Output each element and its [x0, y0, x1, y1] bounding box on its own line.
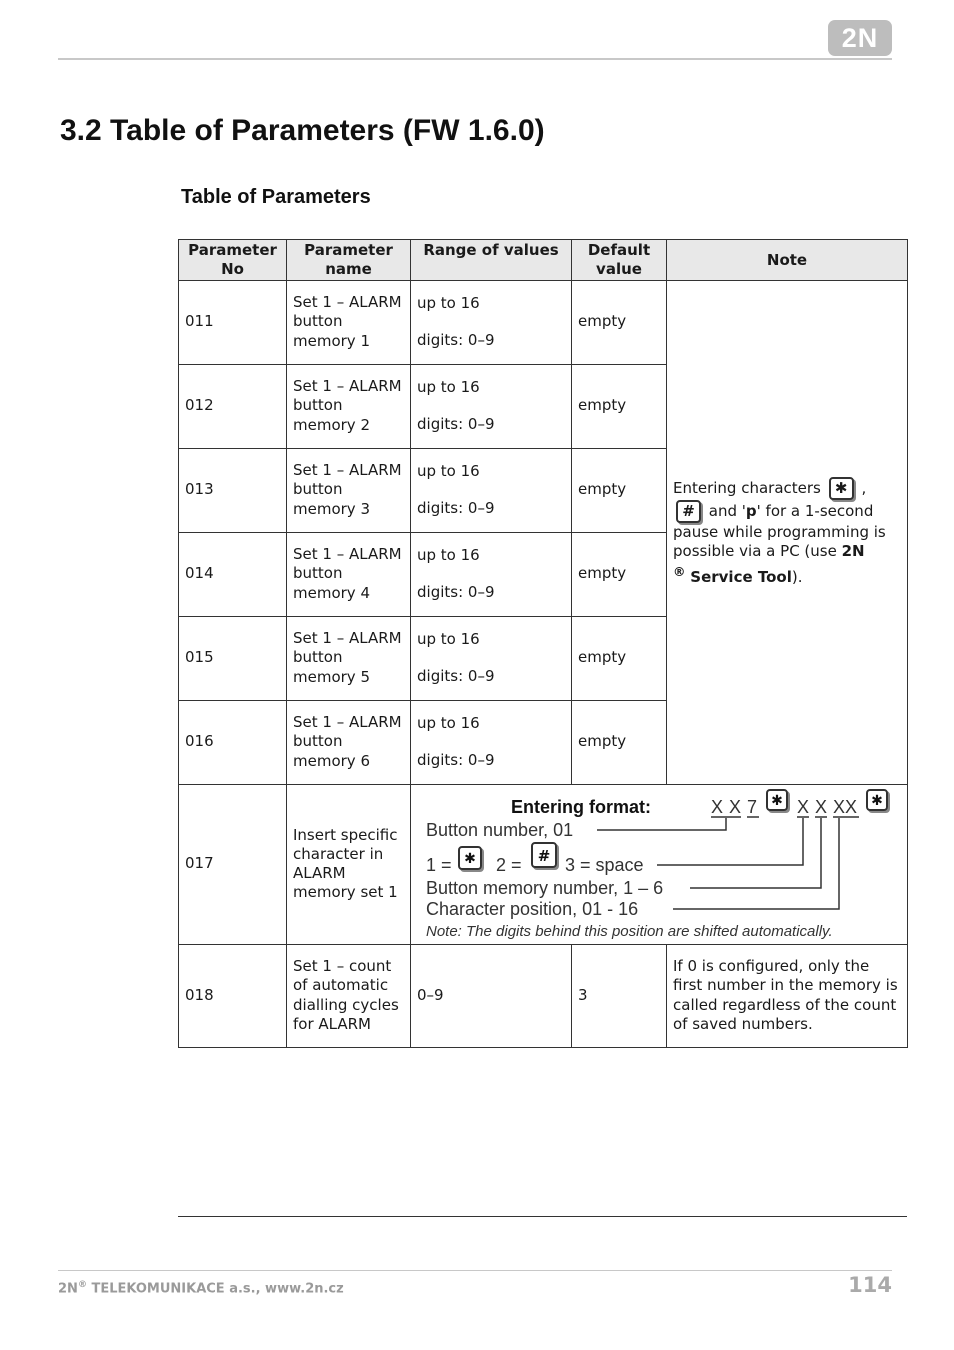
note-text-3: ' for a 1-second pause while programming is possible via a PC (use	[673, 502, 886, 561]
parameter-no-cell: 011	[179, 280, 287, 364]
parameter-no-cell: 012	[179, 364, 287, 448]
parameter-name-cell: Set 1 – ALARM button memory 1	[287, 280, 411, 364]
default-cell: empty	[572, 448, 667, 532]
footer-reg-mark: ®	[77, 1280, 87, 1290]
range-line-2: digits: 0–9	[417, 330, 495, 349]
range-line-1: up to 16	[417, 546, 480, 565]
hash-key-icon: #	[676, 500, 701, 523]
note-brand: 2N	[841, 542, 865, 561]
format-code-2: 2 =	[496, 855, 522, 876]
default-cell: empty	[572, 364, 667, 448]
default-cell: empty	[572, 700, 667, 784]
page-number: 114	[848, 1273, 892, 1297]
range-line-2: digits: 0–9	[417, 582, 495, 601]
format-hash-icon: #	[537, 847, 551, 866]
footer-divider	[58, 1270, 892, 1271]
parameter-name-cell: Insert specific character in ALARM memory set 1	[287, 784, 411, 944]
column-header-note: Note	[667, 240, 908, 281]
content-bottom-divider	[178, 1216, 907, 1217]
parameter-name-cell: Set 1 – ALARM button memory 2	[287, 364, 411, 448]
note-tool-name: Service Tool	[690, 567, 792, 586]
range-line-1: up to 16	[417, 714, 480, 733]
parameter-name-cell: Set 1 – ALARM button memory 3	[287, 448, 411, 532]
format-line-button-number: Button number, 01	[426, 820, 574, 841]
range-cell: 0–9	[411, 944, 572, 1047]
range-line-2: digits: 0–9	[417, 414, 495, 433]
footer-company	[58, 1280, 344, 1296]
format-char-7: 7	[747, 797, 758, 818]
format-char-x1: X	[711, 797, 724, 818]
parameter-no-cell: 017	[179, 784, 287, 944]
shared-note-cell	[667, 280, 908, 784]
table-row	[179, 784, 908, 944]
footer-brand: 2N	[58, 1281, 78, 1297]
range-line-1: up to 16	[417, 378, 480, 397]
note-text-2: and '	[704, 502, 746, 521]
note-text-4: ).	[791, 567, 803, 586]
format-code-3: 3 = space	[565, 855, 644, 876]
format-code-1: 1 =	[426, 855, 452, 876]
table-row	[179, 944, 908, 1047]
entering-format-cell	[411, 784, 908, 944]
header-divider	[58, 58, 892, 60]
entering-format-figure	[411, 785, 907, 943]
format-char-x3: X	[797, 797, 810, 818]
default-cell: empty	[572, 532, 667, 616]
range-line-1: up to 16	[417, 630, 480, 649]
section-title: Table of Parameters	[181, 186, 371, 208]
star-key-icon: ✱	[829, 477, 854, 500]
column-header-range: Range of values	[411, 240, 572, 281]
note-reg-mark: ®	[673, 563, 686, 579]
note-text-1: Entering characters	[673, 479, 821, 498]
parameter-no-cell: 018	[179, 944, 287, 1047]
format-char-x2: X	[729, 797, 742, 818]
range-line-1: up to 16	[417, 462, 480, 481]
format-line-character-position: Character position, 01 - 16	[426, 899, 639, 920]
parameter-no-cell: 016	[179, 700, 287, 784]
range-line-2: digits: 0–9	[417, 750, 495, 769]
range-cell	[411, 616, 572, 700]
note-cell: If 0 is configured, only the first number in the memory is called regardless of the count of saved numbers.	[667, 944, 908, 1047]
brand-logo: 2N	[828, 20, 892, 56]
range-cell	[411, 700, 572, 784]
parameter-no-cell: 015	[179, 616, 287, 700]
range-cell	[411, 532, 572, 616]
range-cell	[411, 448, 572, 532]
parameter-no-cell: 013	[179, 448, 287, 532]
format-title: Entering format:	[511, 797, 652, 818]
format-char-xx: XX	[833, 797, 858, 818]
table-row	[179, 280, 908, 364]
column-header-parameter-no: Parameter No	[179, 240, 287, 281]
footer-company-rest: TELEKOMUNIKACE a.s., www.2n.cz	[86, 1281, 344, 1297]
format-note: Note: The digits behind this position are shifted automatically.	[426, 923, 833, 941]
range-line-2: digits: 0–9	[417, 666, 495, 685]
format-star-icon-2: ✱	[871, 793, 883, 810]
parameter-name-cell: Set 1 – ALARM button memory 5	[287, 616, 411, 700]
format-line-memory-number: Button memory number, 1 – 6	[426, 878, 664, 899]
range-line-2: digits: 0–9	[417, 498, 495, 517]
default-cell: empty	[572, 616, 667, 700]
parameter-name-cell: Set 1 – count of automatic dialling cycles for ALARM	[287, 944, 411, 1047]
format-char-x4: X	[815, 797, 828, 818]
column-header-default: Default value	[572, 240, 667, 281]
column-header-parameter-name: Parameter name	[287, 240, 411, 281]
range-cell	[411, 280, 572, 364]
page-title: 3.2 Table of Parameters (FW 1.6.0)	[60, 114, 545, 147]
parameters-table	[178, 239, 908, 1048]
table-header-row	[179, 240, 908, 281]
parameter-name-cell: Set 1 – ALARM button memory 4	[287, 532, 411, 616]
default-cell: empty	[572, 280, 667, 364]
range-line-1: up to 16	[417, 294, 480, 313]
range-cell	[411, 364, 572, 448]
format-star-icon-3: ✱	[464, 851, 476, 868]
note-comma: ,	[861, 479, 867, 498]
entering-format-diagram	[411, 785, 907, 943]
format-star-icon-1: ✱	[771, 793, 783, 810]
note-pause-char: p	[745, 502, 757, 521]
parameter-name-cell: Set 1 – ALARM button memory 6	[287, 700, 411, 784]
parameter-no-cell: 014	[179, 532, 287, 616]
default-cell: 3	[572, 944, 667, 1047]
